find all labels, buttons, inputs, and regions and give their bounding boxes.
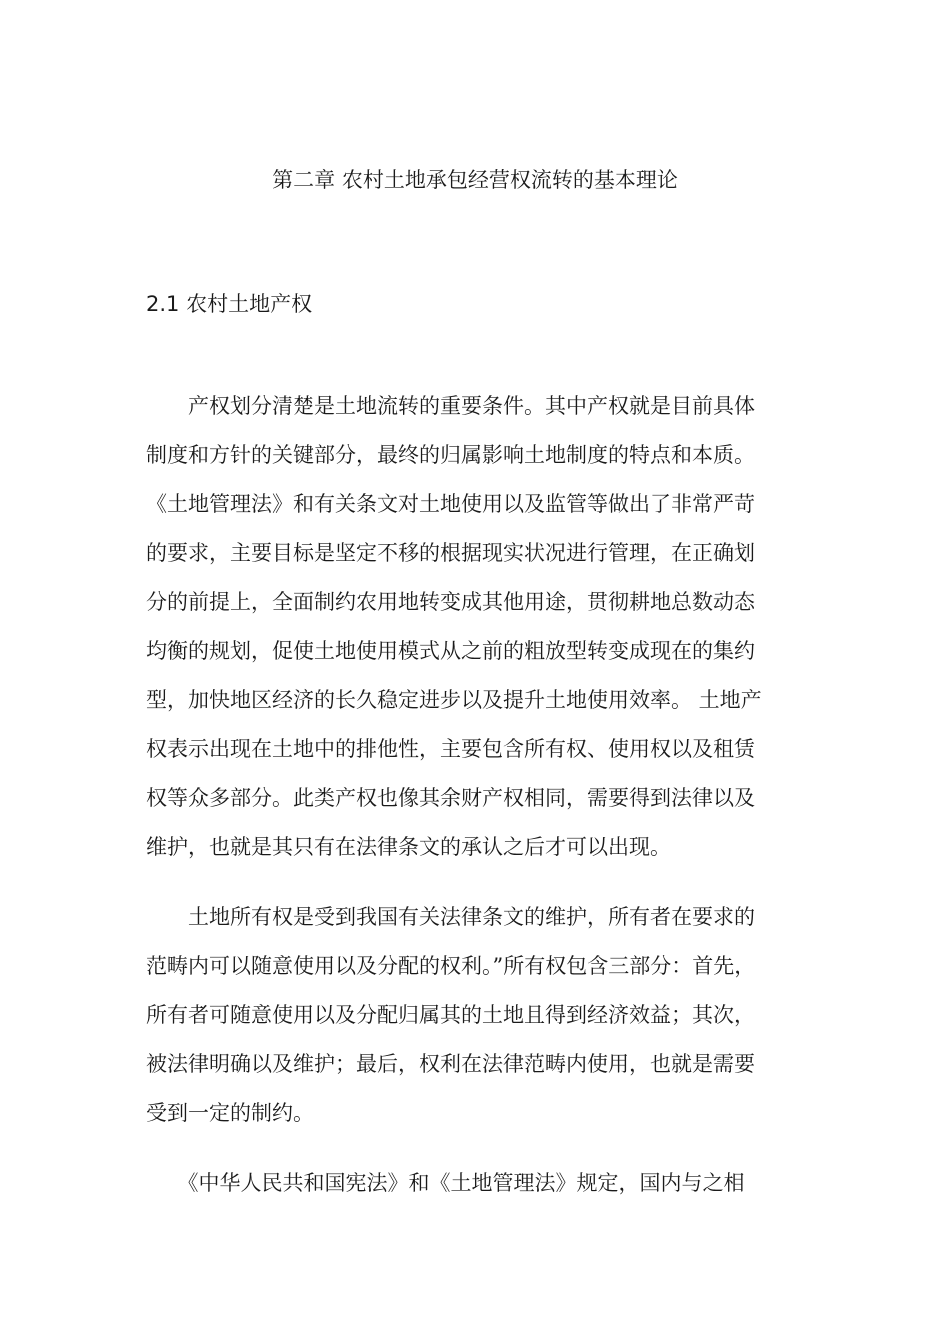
paragraph-line: 均衡的规划，促使土地使用模式从之前的粗放型转变成现在的集约 [146, 639, 755, 663]
paragraph-line: 受到一定的制约。 [146, 1101, 314, 1125]
paragraph-line: 维护，也就是其只有在法律条文的承认之后才可以出现。 [146, 835, 671, 859]
paragraph-line: 被法律明确以及维护；最后，权利在法律范畴内使用，也就是需要 [146, 1052, 755, 1076]
paragraph-line: 权表示出现在土地中的排他性，主要包含所有权、使用权以及租赁 [146, 737, 755, 761]
paragraph-line: 分的前提上，全面制约农用地转变成其他用途，贯彻耕地总数动态 [146, 590, 755, 614]
paragraph-line: 产权划分清楚是土地流转的重要条件。其中产权就是目前具体 [146, 394, 755, 418]
section-heading: 2.1 农村土地产权 [146, 292, 313, 316]
paragraph-line: 制度和方针的关键部分，最终的归属影响土地制度的特点和本质。 [146, 443, 755, 467]
paragraph-line: 的要求，主要目标是坚定不移的根据现实状况进行管理，在正确划 [146, 541, 755, 565]
paragraph-line: 型，加快地区经济的长久稳定进步以及提升土地使用效率。 土地产 [146, 688, 762, 712]
paragraph-line: 权等众多部分。此类产权也像其余财产权相同，需要得到法律以及 [146, 786, 755, 810]
paragraph-line: 《中华人民共和国宪法》和《土地管理法》规定，国内与之相 [146, 1171, 745, 1195]
paragraph-line: 《土地管理法》和有关条文对土地使用以及监管等做出了非常严苛 [146, 492, 755, 516]
chapter-title: 第二章 农村土地承包经营权流转的基本理论 [272, 168, 678, 192]
paragraph-line: 土地所有权是受到我国有关法律条文的维护，所有者在要求的 [146, 905, 755, 929]
paragraph-line: 范畴内可以随意使用以及分配的权利。”所有权包含三部分：首先， [146, 954, 756, 978]
paragraph-line: 所有者可随意使用以及分配归属其的土地且得到经济效益；其次， [146, 1003, 755, 1027]
